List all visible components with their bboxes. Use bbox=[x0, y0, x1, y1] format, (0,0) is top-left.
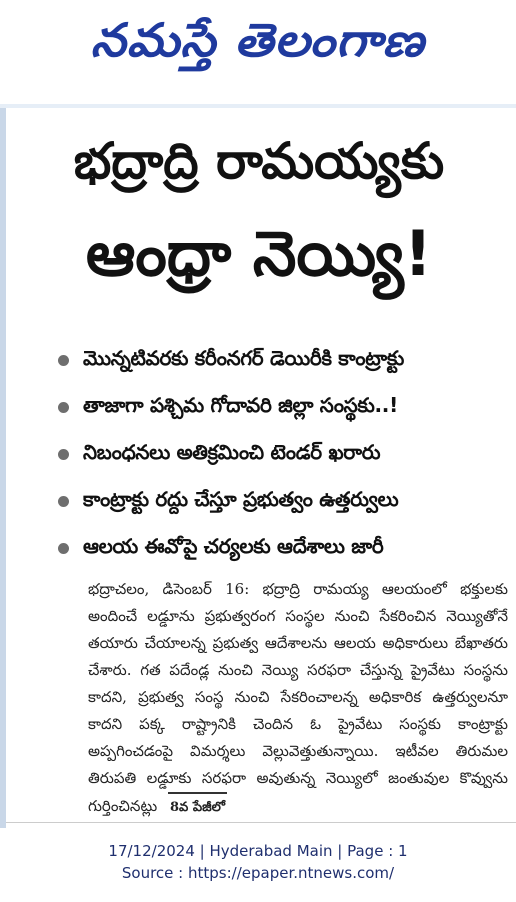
continued-on-page-label: 8వ పేజీలో bbox=[168, 792, 227, 821]
bullet-text: తాజాగా పశ్చిమ గోదావరి జిల్లా సంస్థకు..! bbox=[83, 392, 398, 417]
bullet-item bbox=[58, 340, 508, 380]
bullet-text: కాంట్రాక్టు రద్దు చేస్తూ ప్రభుత్వం ఉత్తర్వులు bbox=[83, 486, 399, 511]
footer bbox=[0, 840, 516, 884]
article-body-text: భద్రాచలం, డిసెంబర్ 16: భద్రాద్రి రామయ్య ఆలయంలో భక్తులకు అందించే లడ్డూను ప్రభుత్వరంగ సంస్థల నుంచి సేకరించిన నెయ్యితోనే తయారు చేయాలన్న ప్రభుత్వ ఆదేశాలను ఆలయ అధికారులు బేఖాతరు చేశారు. గత పదేండ్ల నుంచి నెయ్యి సరఫరా చేస్తున్న ప్రైవేటు సంస్థను కాదని, ప్రభుత్వ సంస్థ నుంచి సేకరించాలన్న అధికారిక ఉత్తర్వులనూ కాదని పక్క రాష్ట్రానికి చెందిన ఓ ప్రైవేటు సంస్థకు కాంట్రాక్టు అప్పగించడంపై విమర్శలు వెల్లువెత్తుతున్నాయి. ఇటీవల తిరుమల తిరుపతి లడ్డూకు సరఫరా అవుతున్న నెయ్యిలో జంతువుల కొవ్వును గుర్తించినట్లు bbox=[88, 580, 508, 815]
footer-divider bbox=[6, 822, 516, 823]
bullet-dot-icon bbox=[58, 355, 69, 366]
bullet-item bbox=[58, 481, 508, 521]
headline bbox=[14, 120, 504, 306]
masthead bbox=[0, 0, 516, 92]
bullet-dot-icon bbox=[58, 496, 69, 507]
footer-date-edition: 17/12/2024 | Hyderabad Main | Page : 1 bbox=[108, 842, 408, 860]
bullet-item bbox=[58, 434, 508, 474]
bullet-text: నిబంధనలు అతిక్రమించి టెండర్ ఖరారు bbox=[83, 439, 381, 464]
bullet-dot-icon bbox=[58, 402, 69, 413]
bullet-item bbox=[58, 528, 508, 568]
bullet-text: మొన్నటివరకు కరీంనగర్ డెయిరీకి కాంట్రాక్టు bbox=[83, 345, 404, 370]
headline-line-1: భద్రాద్రి రామయ్యకు bbox=[73, 132, 445, 190]
header-divider bbox=[0, 104, 516, 108]
bullet-dot-icon bbox=[58, 449, 69, 460]
bullet-text: ఆలయ ఈవోపై చర్యలకు ఆదేశాలు జారీ bbox=[83, 533, 384, 558]
article-body bbox=[88, 576, 508, 821]
left-margin-rule bbox=[0, 108, 6, 828]
bullet-dot-icon bbox=[58, 543, 69, 554]
footer-source-link[interactable]: Source : https://epaper.ntnews.com/ bbox=[121, 864, 395, 882]
headline-line-2: ఆంధ్రా నెయ్యి! bbox=[85, 217, 433, 290]
newspaper-logo-title: నమస్తే తెలంగాణ bbox=[90, 13, 426, 67]
bullet-item bbox=[58, 387, 508, 427]
bullet-list bbox=[58, 340, 508, 575]
